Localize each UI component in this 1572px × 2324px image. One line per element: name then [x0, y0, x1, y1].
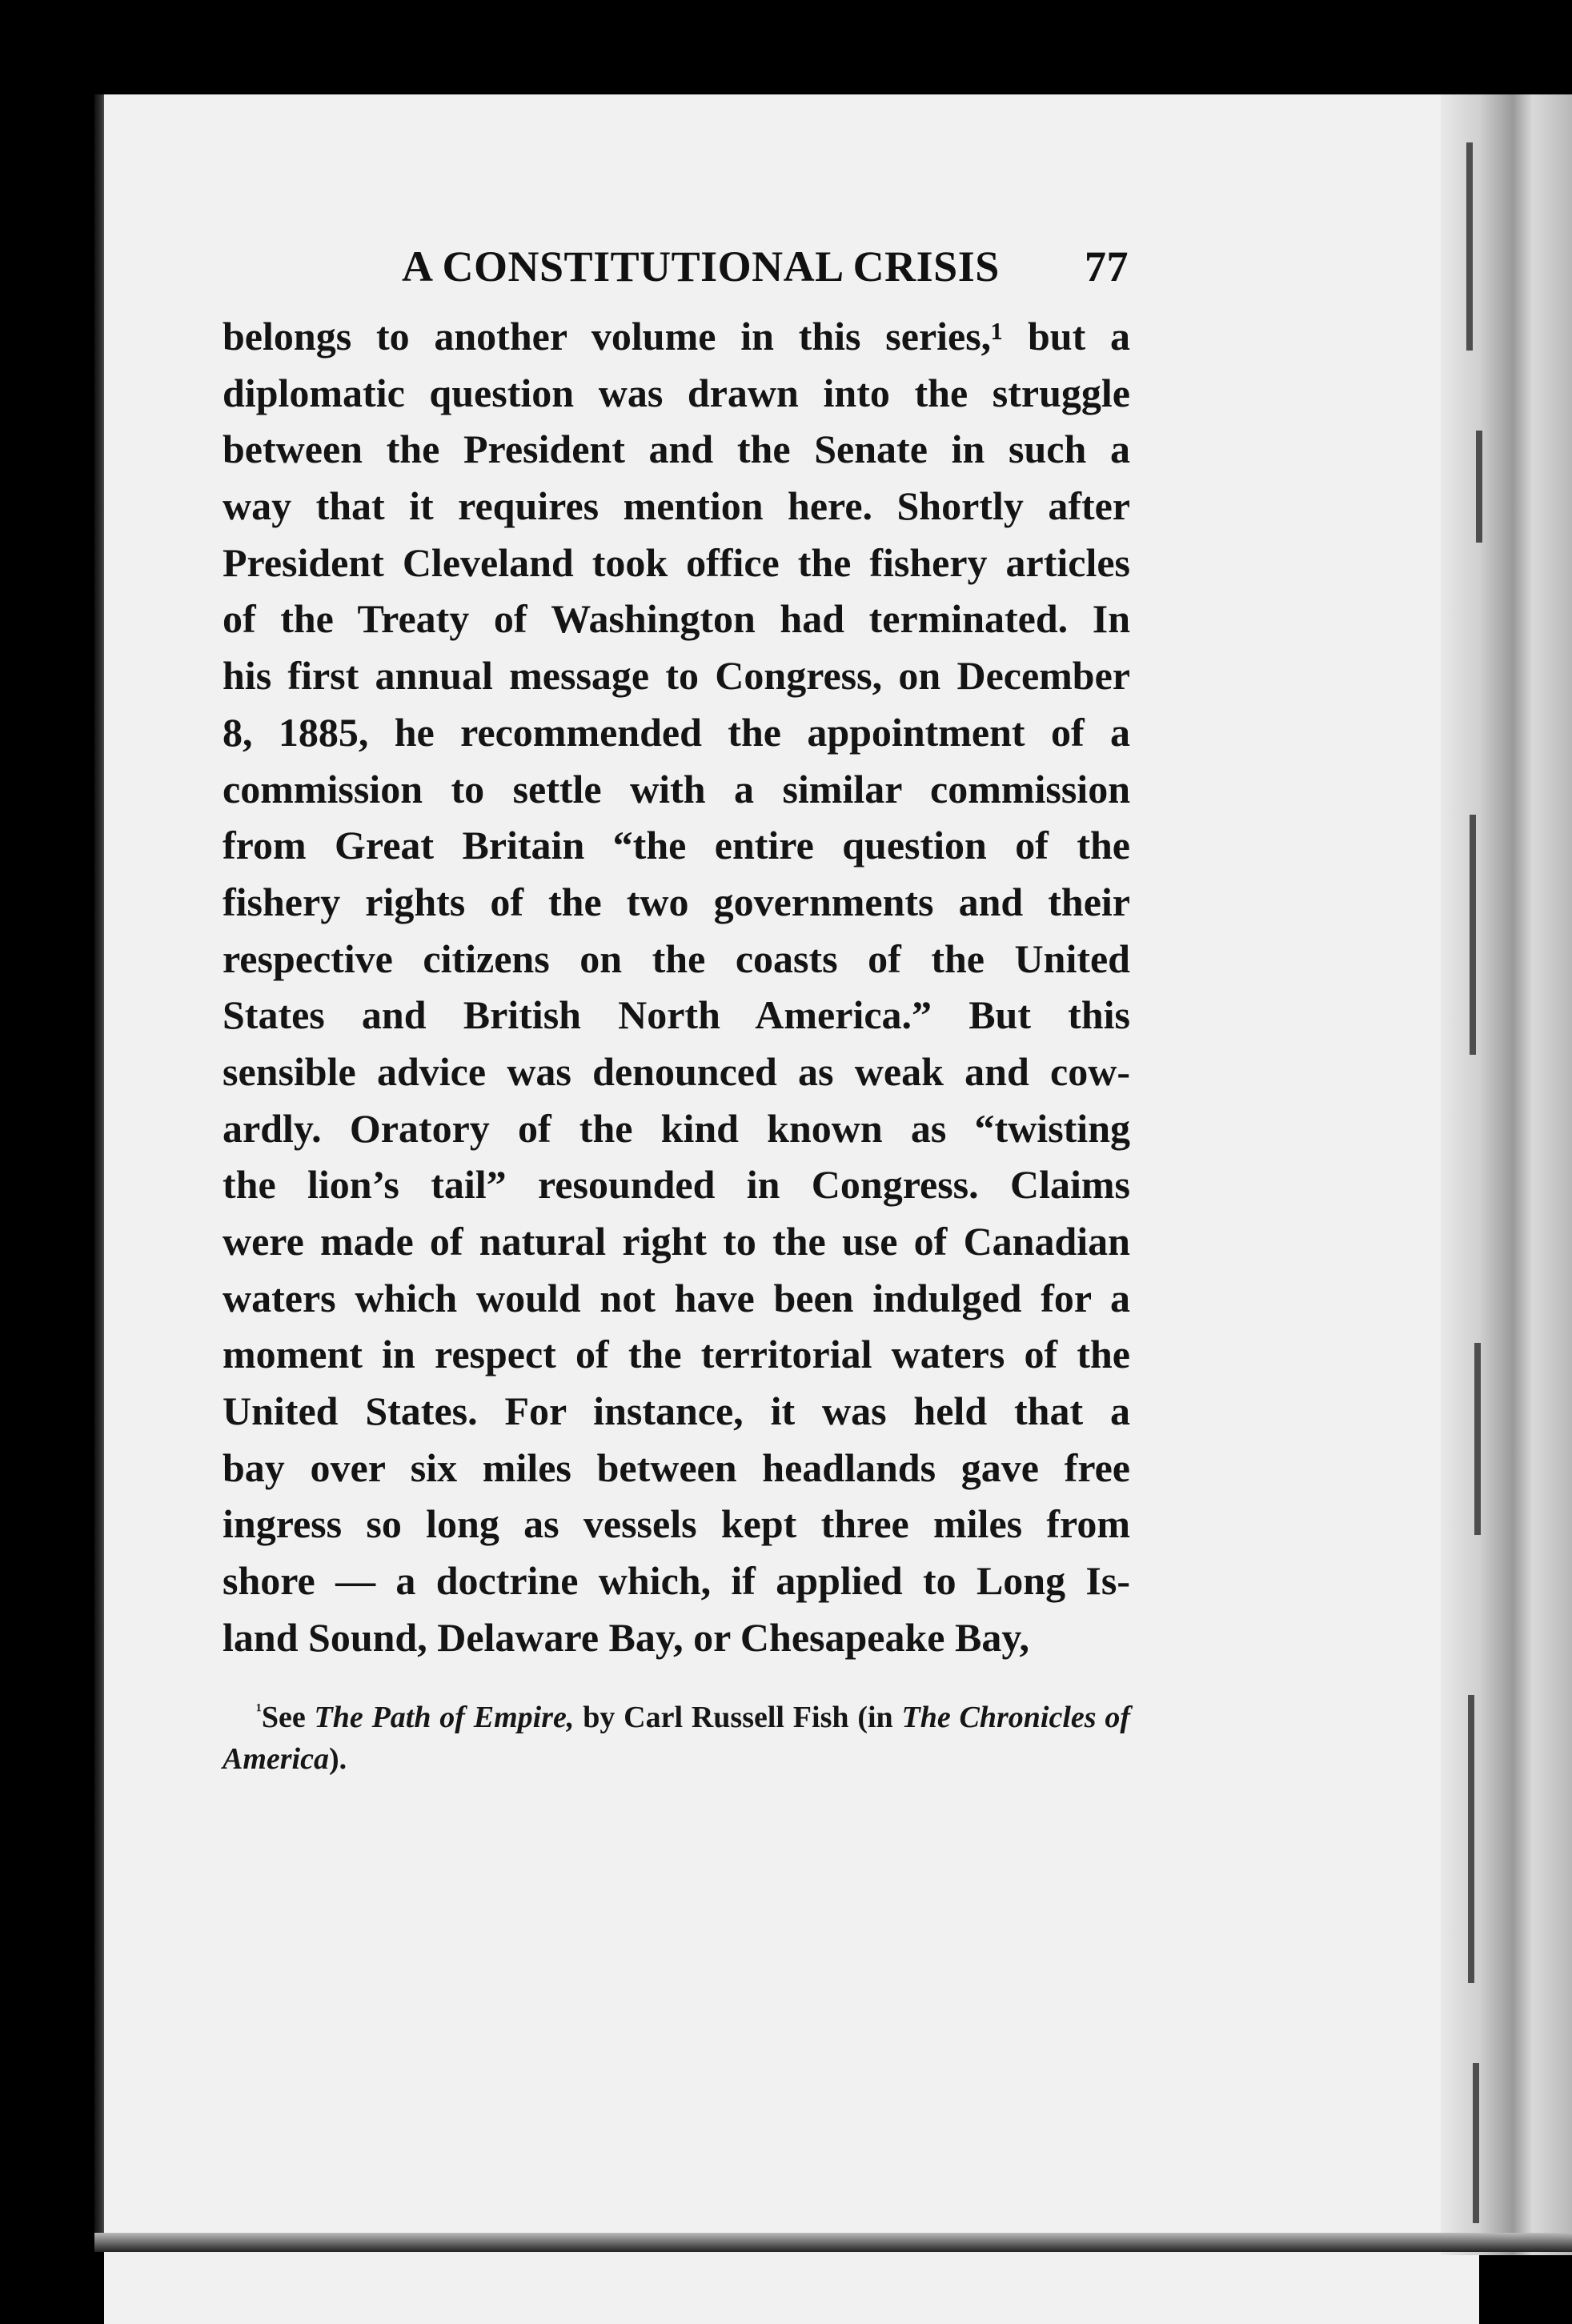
running-head [224, 242, 1129, 298]
text-line: of the Treaty of Washington had terminated. In [223, 596, 1130, 642]
text-line: fishery rights of the two governments and their [223, 879, 1130, 924]
text-line: 8, 1885, he recommended the appointment of a [223, 709, 1130, 755]
text-line: diplomatic question was drawn into the struggle [223, 370, 1130, 415]
page-bottom-edge [94, 2233, 1572, 2252]
text-line: United States. For instance, it was held that a [223, 1388, 1130, 1434]
text-line: waters which would not have been indulged for a [223, 1275, 1130, 1320]
text-line: ingress so long as vessels kept three miles from [223, 1501, 1130, 1547]
text-line: belongs to another volume in this series,¹ but a [223, 314, 1130, 359]
text-line: between the President and the Senate in such a [223, 427, 1130, 472]
text-line: moment in respect of the territorial waters of the [223, 1332, 1130, 1377]
text-line: were made of natural right to the use of Canadian [223, 1219, 1130, 1264]
text-line: respective citizens on the coasts of the United [223, 936, 1130, 981]
text-line: his first annual message to Congress, on December [223, 653, 1130, 699]
text-line: States and British North America.” But this [223, 992, 1130, 1038]
footnote [223, 1697, 1130, 1780]
footnote-series-title-cont: America [223, 1742, 329, 1776]
text-line: commission to settle with a similar commission [223, 766, 1130, 811]
chapter-title: A CONSTITUTIONAL CRISIS [402, 242, 1000, 290]
text-line: shore — a doctrine which, if applied to Long Is- [223, 1558, 1130, 1604]
footnote-see: See [261, 1701, 306, 1734]
body-text [223, 308, 1130, 1666]
text-line: bay over six miles between headlands gave free [223, 1444, 1130, 1490]
footnote-line [223, 1738, 1130, 1780]
text-line: way that it requires mention here. Shortly after [223, 483, 1130, 529]
text-line: ardly. Oratory of the kind known as “twisting [223, 1105, 1130, 1151]
footnote-marker: ¹ [256, 1700, 262, 1721]
footnote-line [223, 1697, 1130, 1738]
text-line: sensible advice was denounced as weak and cow- [223, 1048, 1130, 1094]
footnote-work-title: The Path of Empire, [314, 1701, 575, 1734]
footnote-author: by Carl Russell Fish (in [583, 1701, 893, 1734]
page-number: 77 [1085, 242, 1129, 290]
text-line: land Sound, Delaware Bay, or Chesapeake Bay, [223, 1614, 1030, 1660]
text-line: from Great Britain “the entire question of the [223, 823, 1130, 868]
footnote-series-title: The Chronicles of [901, 1701, 1131, 1734]
text-line: President Cleveland took office the fishery articles [223, 539, 1130, 585]
text-line: the lion’s tail” resounded in Congress. Claims [223, 1162, 1130, 1208]
page-right-edge [1441, 94, 1572, 2255]
footnote-close: ). [328, 1742, 347, 1776]
